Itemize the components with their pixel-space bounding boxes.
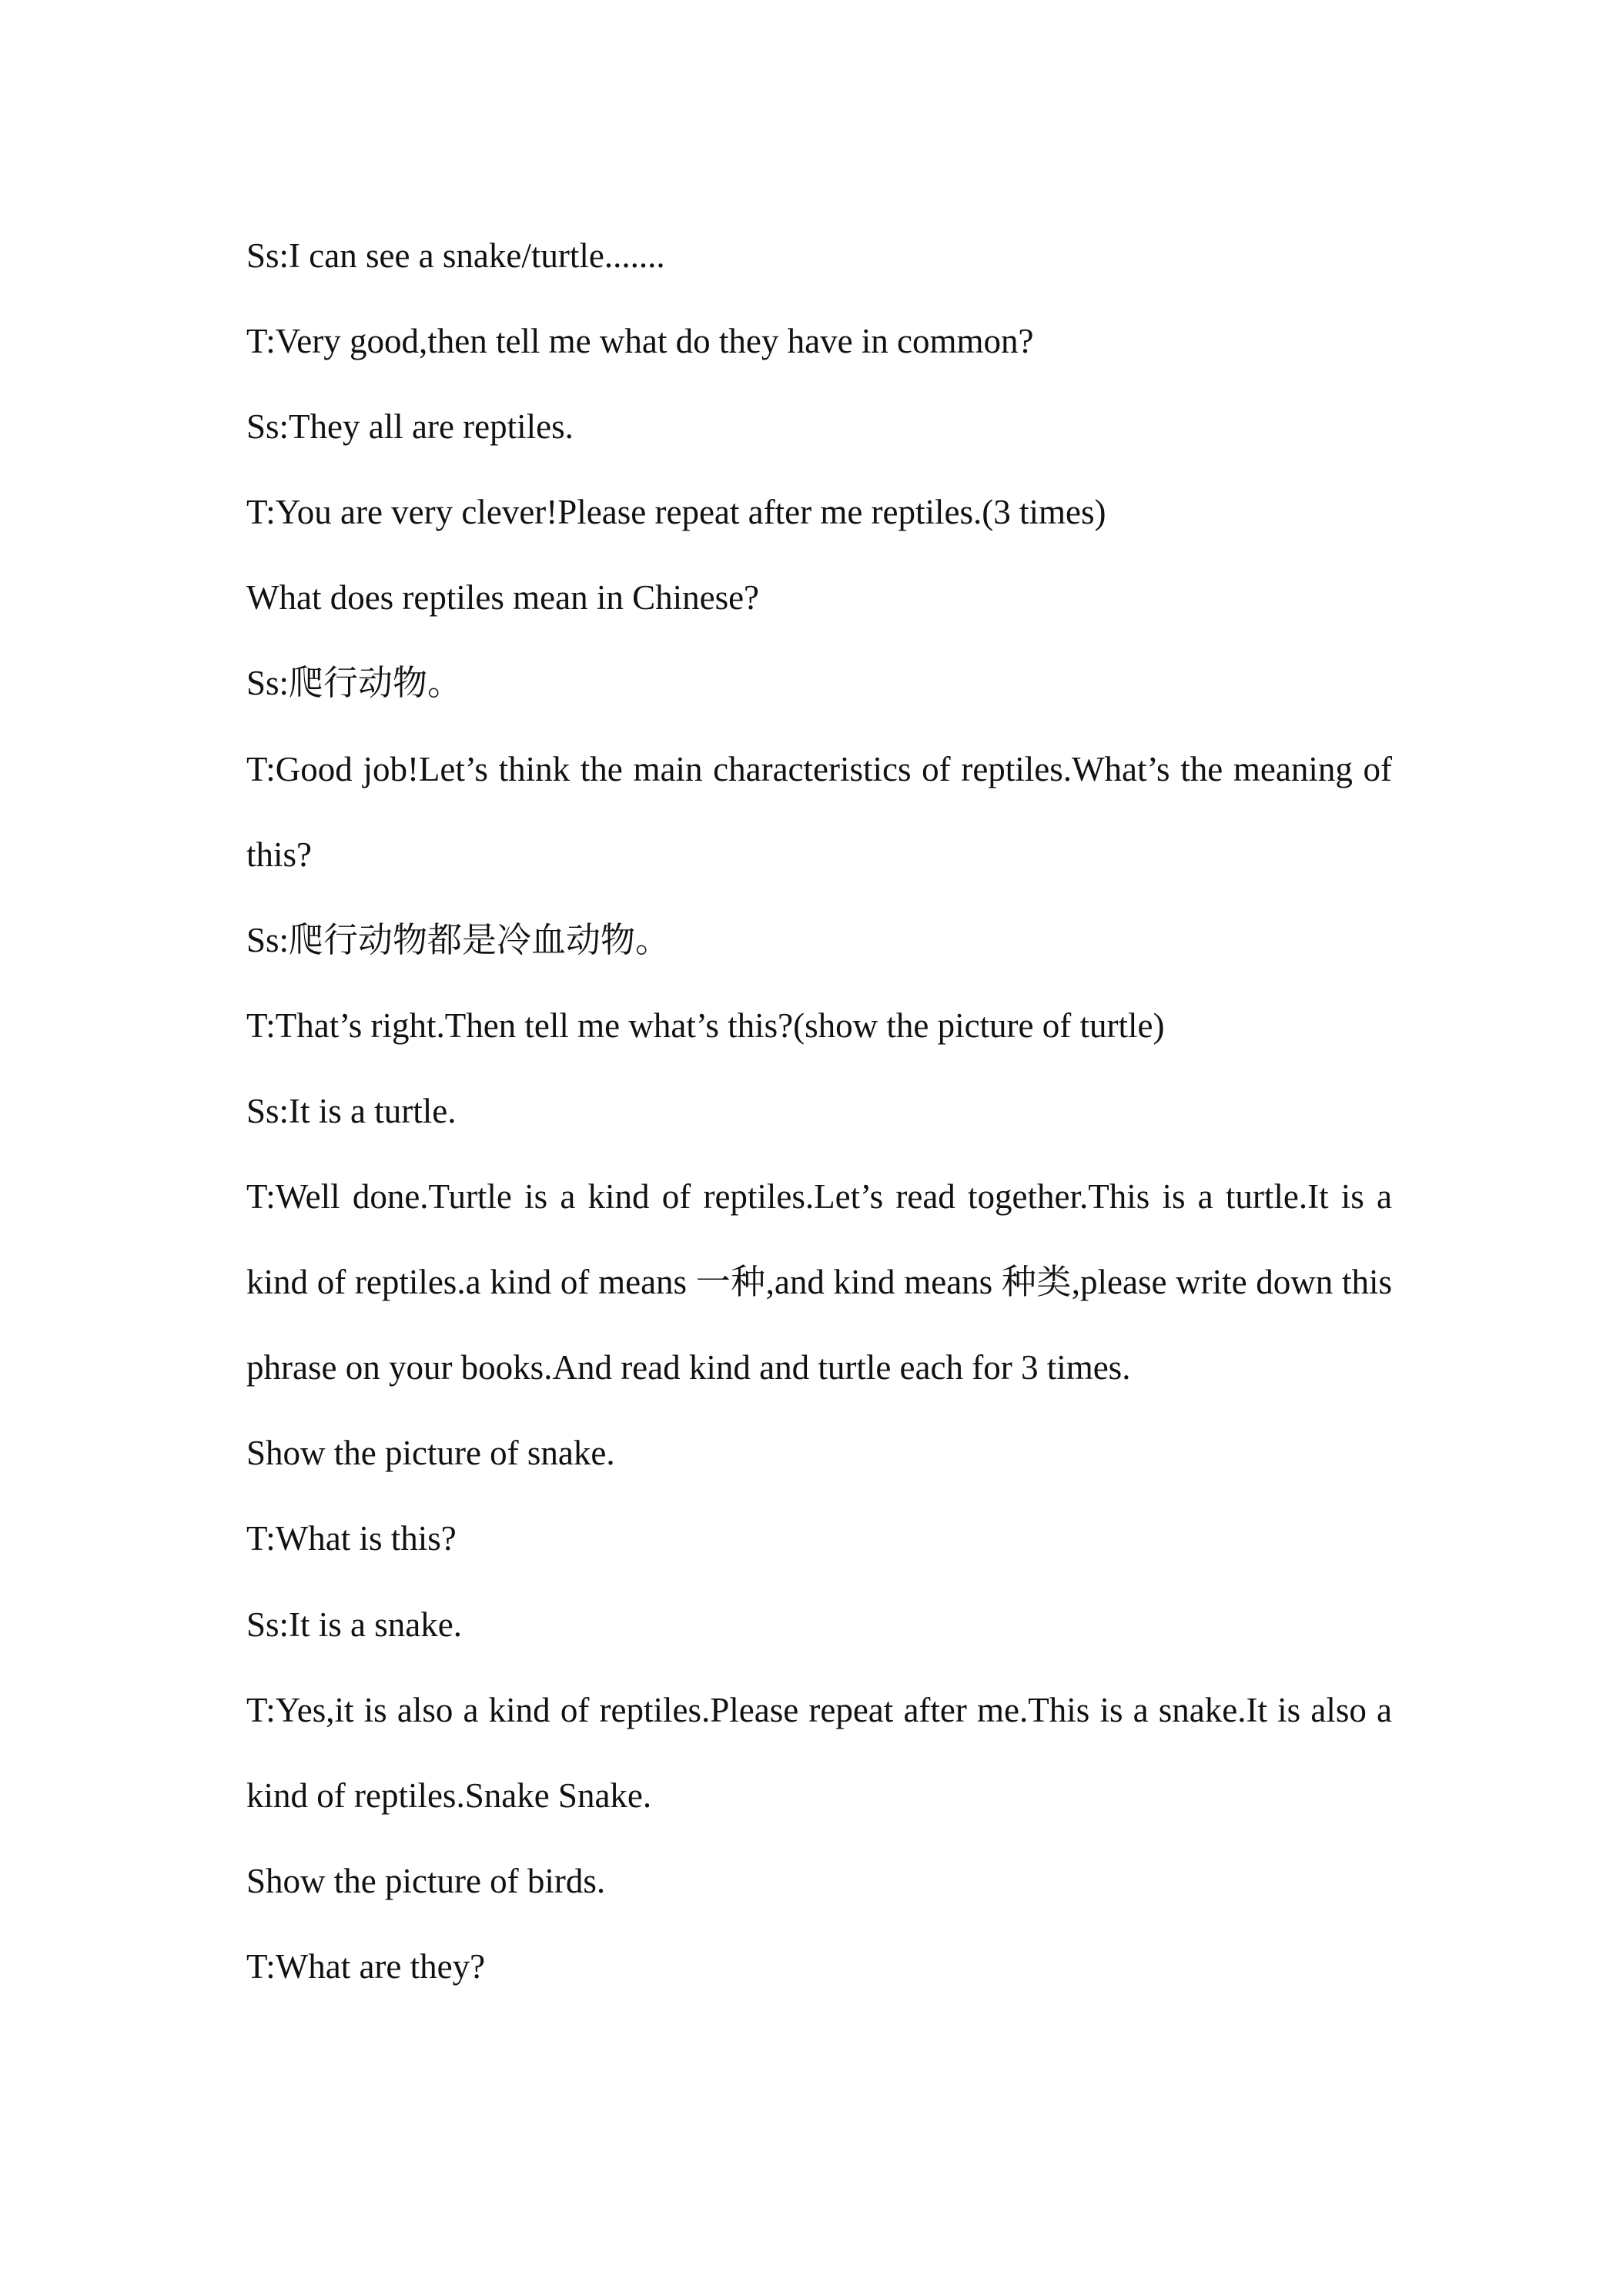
paragraph-15: T:Yes,it is also a kind of reptiles.Please repeat after me.This is a snake.It is also a kind of reptiles.Snake Snake. bbox=[246, 1690, 1392, 1815]
paragraph-9: T:That’s right.Then tell me what’s this?(show the picture of turtle) bbox=[246, 1006, 1165, 1045]
paragraph-3: Ss:They all are reptiles. bbox=[246, 407, 574, 447]
paragraph-10: Ss:It is a turtle. bbox=[246, 1091, 457, 1130]
paragraph-2: T:Very good,then tell me what do they have in common? bbox=[246, 322, 1034, 361]
paragraph-1: Ss:I can see a snake/turtle....... bbox=[246, 236, 665, 275]
paragraph-8: Ss:爬行动物都是冷血动物。 bbox=[246, 920, 671, 959]
paragraph-6: Ss:爬行动物。 bbox=[246, 664, 463, 703]
paragraph-5: What does reptiles mean in Chinese? bbox=[246, 578, 760, 618]
paragraph-16: Show the picture of birds. bbox=[246, 1861, 606, 1900]
paragraph-4: T:You are very clever!Please repeat after me reptiles.(3 times) bbox=[246, 493, 1106, 532]
document-body bbox=[246, 213, 1392, 2010]
paragraph-13: T:What is this? bbox=[246, 1519, 457, 1558]
paragraph-11: T:Well done.Turtle is a kind of reptiles.Let’s read together.This is a turtle.It is a kind of reptiles.a kind of means 一种,and kind means 种类,please write down this phrase on your books.And read kind and turtle each for 3 times. bbox=[246, 1177, 1392, 1387]
paragraph-7: T:Good job!Let’s think the main characteristics of reptiles.What’s the meaning of this? bbox=[246, 749, 1392, 874]
paragraph-17: T:What are they? bbox=[246, 1946, 486, 1986]
paragraph-12: Show the picture of snake. bbox=[246, 1434, 615, 1473]
paragraph-14: Ss:It is a snake. bbox=[246, 1605, 462, 1644]
